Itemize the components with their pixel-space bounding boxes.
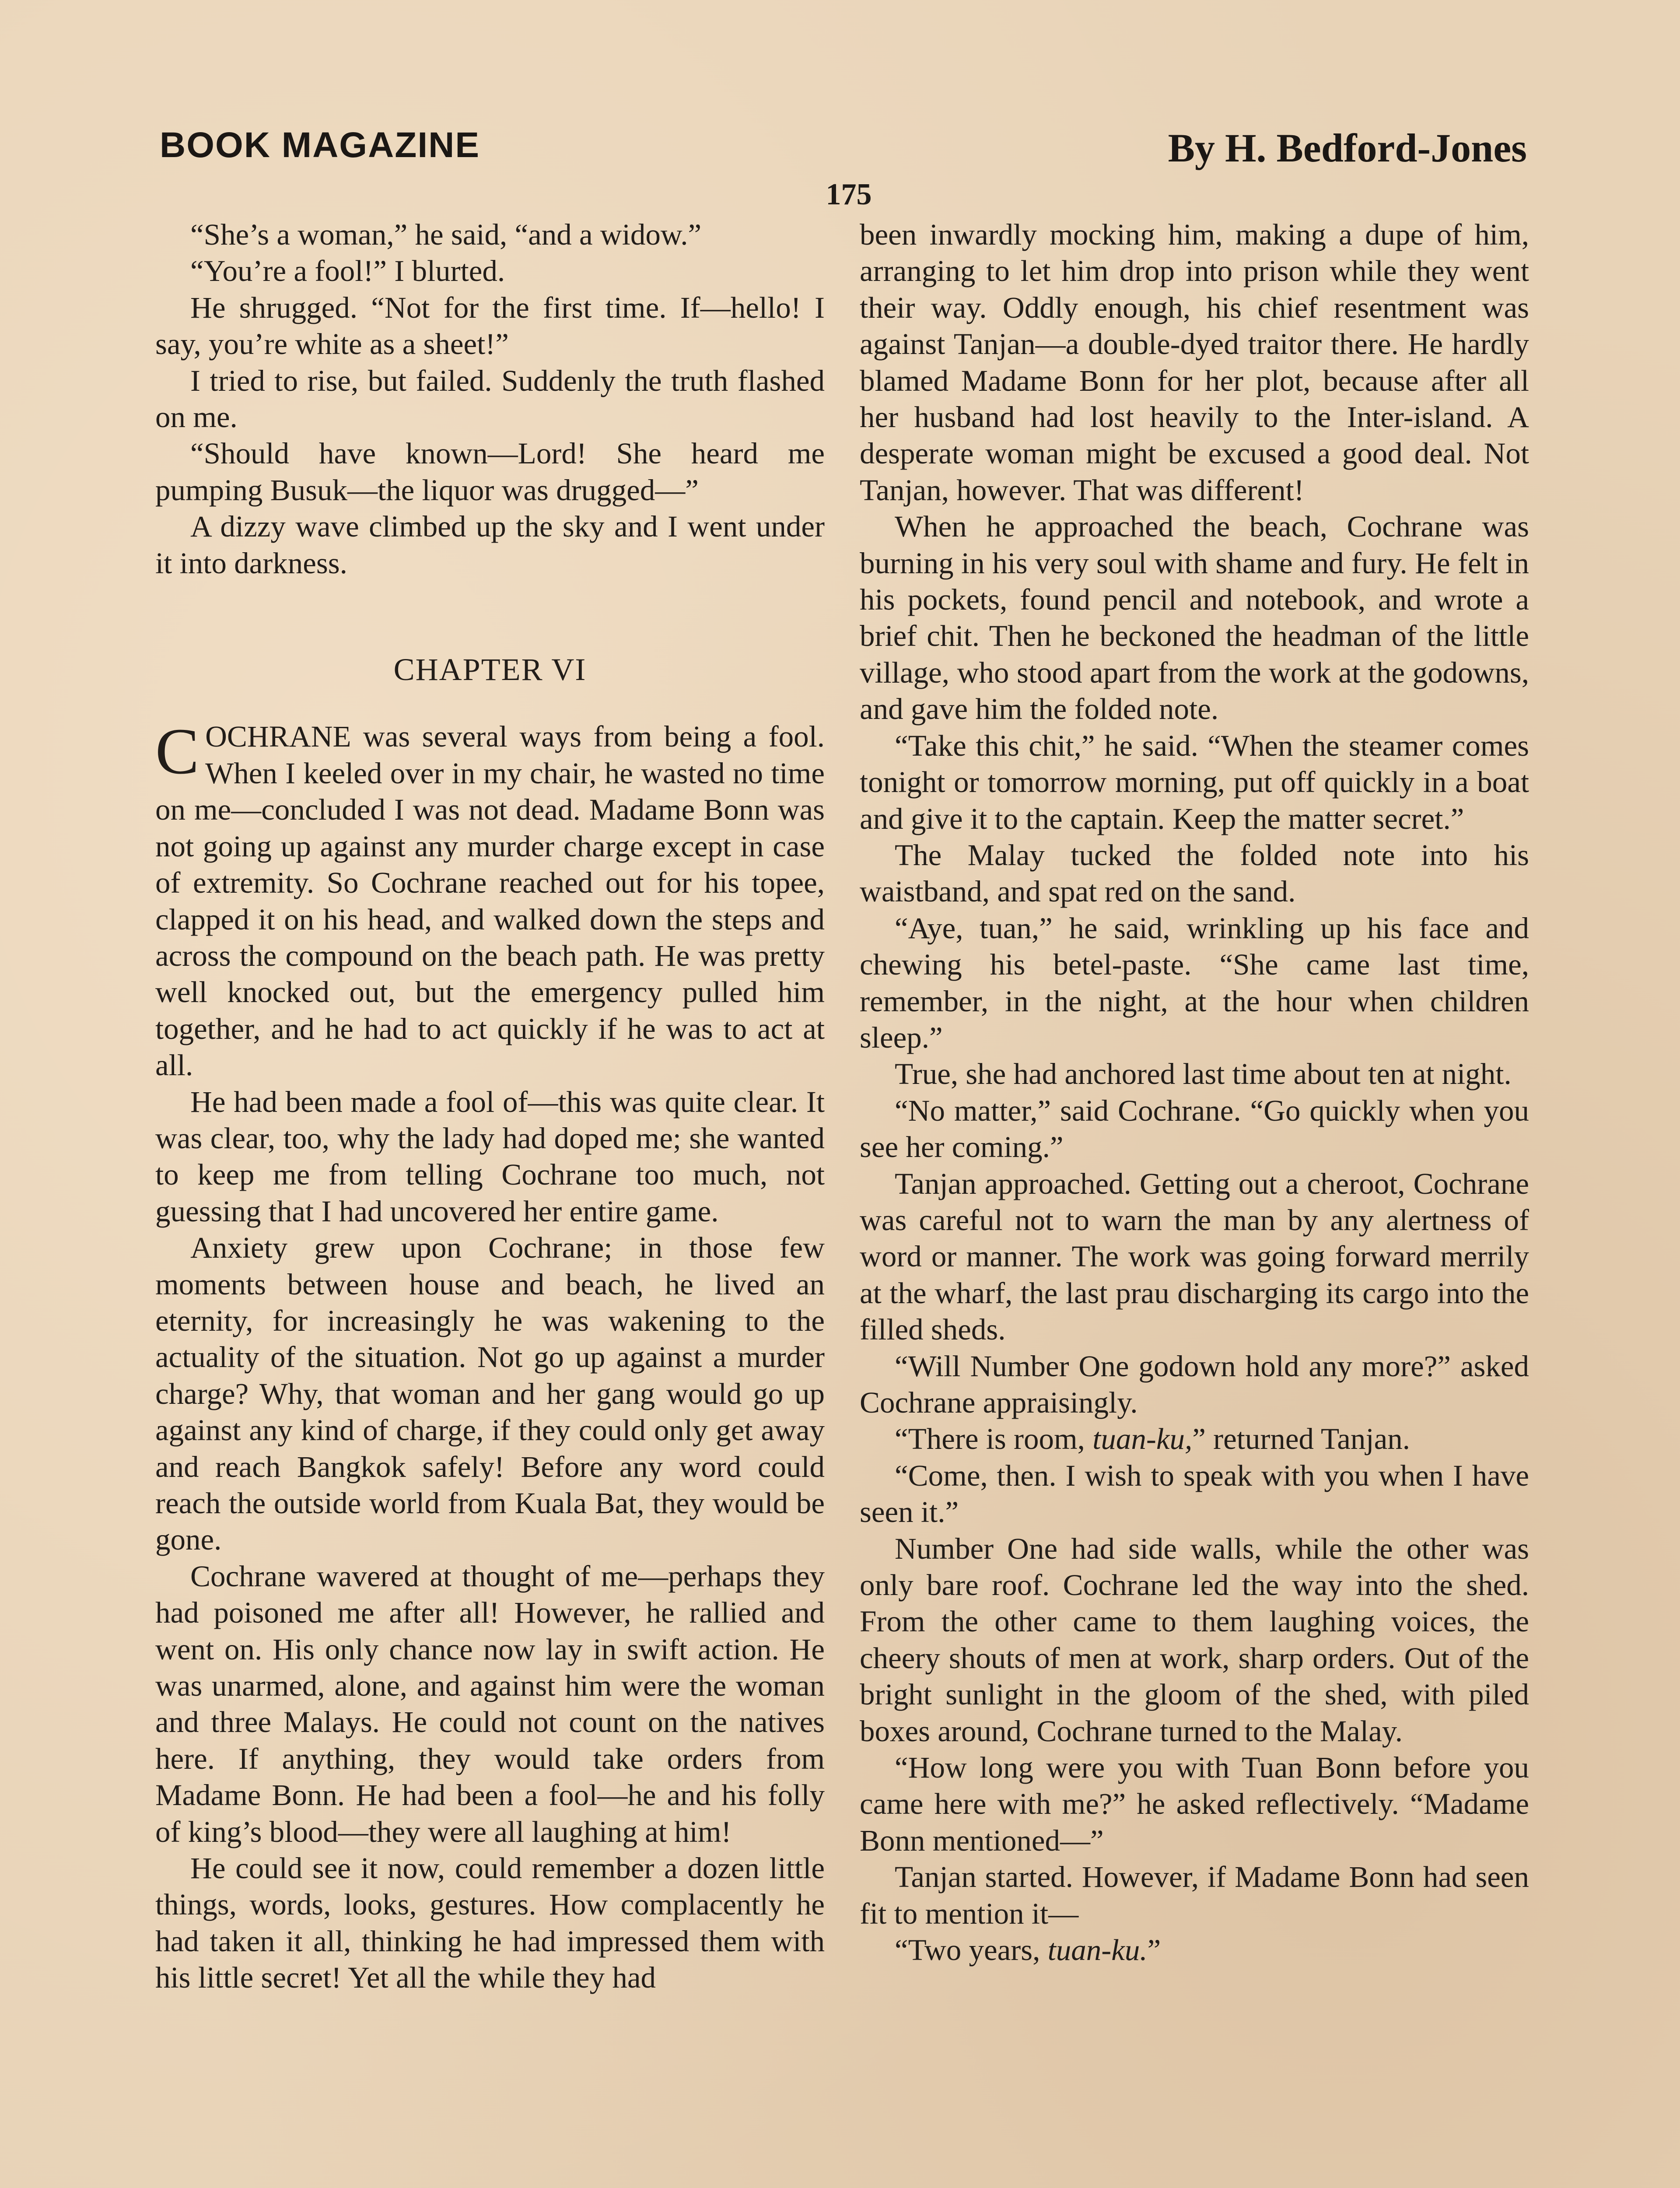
paragraph: Tanjan started. However, if Madame Bonn had seen fit to mention it—: [860, 1860, 1529, 1930]
paragraph: When he approached the beach, Cochrane was burning in his very soul with shame and fury. He felt in his pockets, found pencil and notebook, and wrote a brief chit. Then he beckoned the headman of the little village, who stood apart from the work at the godowns, and gave him the folded note.: [860, 510, 1529, 726]
text-run: “There is room,: [895, 1422, 1093, 1456]
paragraph: Tanjan approached. Getting out a cheroot, Cochrane was careful not to warn the man by any alertness of word or manner. The work was going forward merrily at the wharf, the last prau discharging its cargo into the filled sheds.: [860, 1167, 1529, 1346]
paragraph: “Take this chit,” he said. “When the steamer comes tonight or tomorrow morning, put off quickly in a boat and give it to the captain. Keep the matter secret.”: [860, 729, 1529, 835]
paragraph: “Aye, tuan,” he said, wrinkling up his face and chewing his betel-paste. “She came last time, remember, in the night, at the hour when children sleep.”: [860, 911, 1529, 1054]
paragraph: Anxiety grew upon Cochrane; in those few moments between house and beach, he lived an eternity, for increasingly he was wakening to the actuality of the situation. Not go up against a murder charge? Why, that woman and her gang would go up against any kind of charge, if they could only get away and reach Bangkok safely! Before any word could reach the outside world from Kuala Bat, they would be gone.: [155, 1231, 825, 1557]
text-run: ” returned Tanjan.: [1192, 1422, 1410, 1456]
paragraph: He shrugged. “Not for the first time. If—hello! I say, you’re white as a sheet!”: [155, 291, 825, 361]
author-byline: By H. Bedford-Jones: [1168, 126, 1527, 170]
paragraph: The Malay tucked the folded note into his waistband, and spat red on the sand.: [860, 838, 1529, 908]
paragraph: [860, 1932, 1529, 1968]
italic-term: tuan-ku,: [1092, 1422, 1193, 1456]
paragraph: “Come, then. I wish to speak with you when I have seen it.”: [860, 1459, 1529, 1529]
paragraph-continued: been inwardly mocking him, making a dupe of him, arranging to let him drop into prison while they went their way. Oddly enough, his chief resentment was against Tanjan—a double-dyed traitor there. He hardly blamed Madame Bonn for her plot, because after all her husband had lost heavily to the Inter-island. A desperate woman might be excused a good deal. Not Tanjan, however. That was different!: [860, 218, 1529, 507]
paragraph: “No matter,” said Cochrane. “Go quickly when you see her coming.”: [860, 1094, 1529, 1164]
paragraph: Number One had side walls, while the other was only bare roof. Cochrane led the way into the shed. From the other came to them laughing voices, the cheery shouts of men at work, sharp orders. Out of the bright sunlight in the gloom of the shed, with piled boxes around, Cochrane turned to the Malay.: [860, 1532, 1529, 1748]
italic-term: tuan-ku.: [1047, 1933, 1148, 1967]
paragraph: He could see it now, could remember a dozen little things, words, looks, gestures. How complacently he had taken it all, thinking he had impressed them with his little secret! Yet all the while they had: [155, 1851, 825, 1995]
magazine-title: BOOK MAGAZINE: [160, 125, 480, 165]
paragraph: A dizzy wave climbed up the sky and I went under it into darkness.: [155, 510, 825, 580]
text-run: “Two years,: [895, 1933, 1048, 1967]
paragraph: “You’re a fool!” I blurted.: [190, 254, 505, 288]
chapter-heading: CHAPTER VI: [393, 652, 587, 687]
drop-cap: C: [155, 715, 200, 788]
chapter-opening-paragraph: [155, 715, 825, 1083]
paragraph: “She’s a woman,” he said, “and a widow.”: [190, 218, 702, 251]
text-run: ”: [1147, 1933, 1161, 1967]
paragraph: He had been made a fool of—this was quite clear. It was clear, too, why the lady had doped me; she wanted to keep me from telling Cochrane too much, not guessing that I had uncovered her entire game.: [155, 1085, 825, 1228]
paragraph: I tried to rise, but failed. Suddenly the truth flashed on me.: [155, 364, 825, 434]
left-column: [155, 217, 825, 1996]
right-column: [860, 217, 1529, 1969]
paragraph: “How long were you with Tuan Bonn before you came here with me?” he asked reflectively. “Madame Bonn mentioned—”: [860, 1751, 1529, 1857]
paragraph: “Will Number One godown hold any more?” asked Cochrane appraisingly.: [860, 1349, 1529, 1419]
paragraph: True, she had anchored last time about ten at night.: [895, 1057, 1512, 1091]
chapter-opening-text: OCHRANE was several ways from being a fool. When I keeled over in my chair, he wasted no time on me—concluded I was not dead. Madame Bonn was not going up against any murder charge except in case of extremity. So Cochrane reached out for his topee, clapped it on his head, and walked down the steps and across the compound on the beach path. He was pretty well knocked out, but the emergency pulled him together, and he had to act quickly if he was to act at all.: [155, 720, 825, 1082]
paragraph: Cochrane wavered at thought of me—perhaps they had poisoned me after all! However, he rallied and went on. His only chance now lay in swift action. He was unarmed, alone, and against him were the woman and three Malays. He could not count on the natives here. If anything, they would take orders from Madame Bonn. He had been a fool—he and his folly of king’s blood—they were all laughing at him!: [155, 1559, 825, 1848]
paragraph: [860, 1421, 1529, 1457]
paragraph: “Should have known—Lord! She heard me pumping Busuk—the liquor was drugged—”: [155, 437, 825, 507]
page-number: 175: [826, 178, 872, 211]
